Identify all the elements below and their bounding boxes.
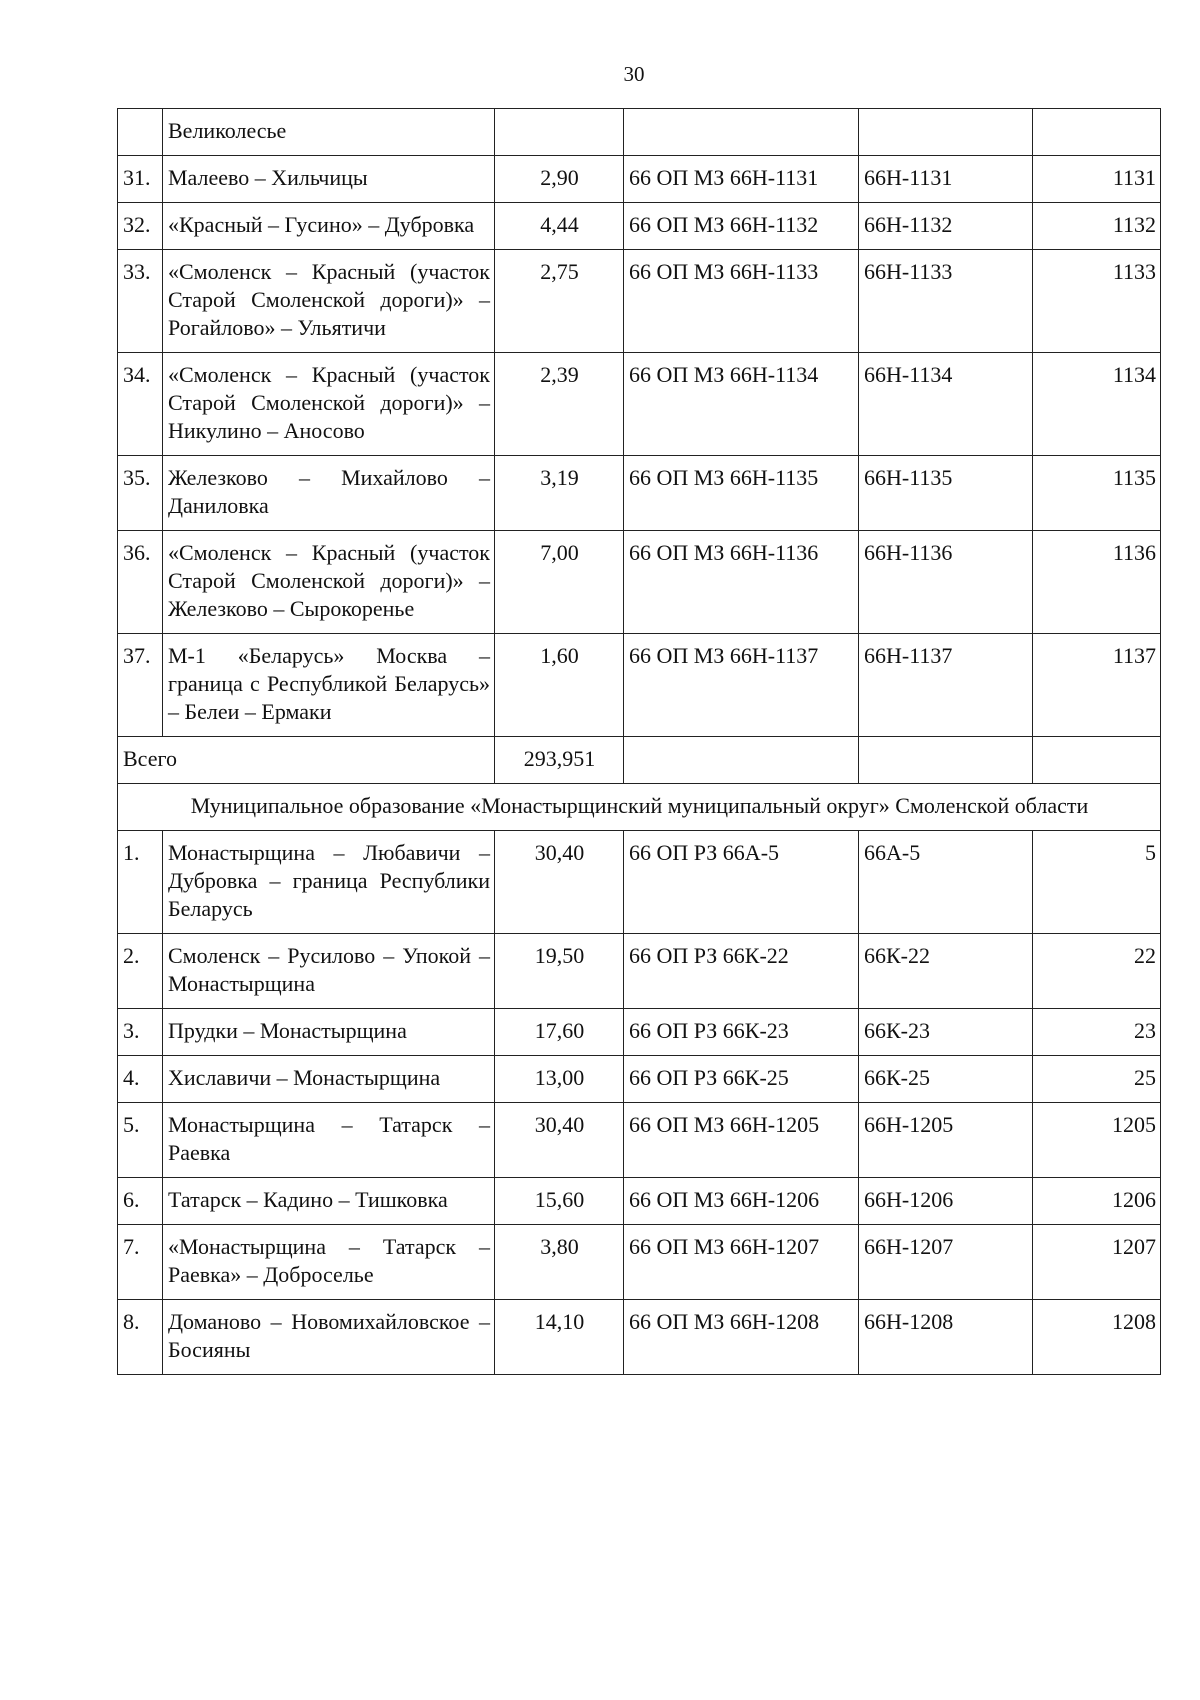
cell-length: 4,44 — [495, 203, 624, 250]
cell-road-id: 66 ОП РЗ 66К-22 — [624, 934, 859, 1009]
cell-road-id: 66 ОП МЗ 66Н-1136 — [624, 531, 859, 634]
cell-road-code: 66Н-1208 — [859, 1300, 1033, 1375]
cell-road-name: «Монастырщина – Татарск – Раевка» – Доброселье — [163, 1225, 495, 1300]
cell-number: 7. — [118, 1225, 163, 1300]
cell-number — [118, 109, 163, 156]
cell-number: 34. — [118, 353, 163, 456]
cell-length: 2,39 — [495, 353, 624, 456]
cell-road-id: 66 ОП МЗ 66Н-1134 — [624, 353, 859, 456]
cell-number: 4. — [118, 1056, 163, 1103]
cell-registry-number: 1134 — [1033, 353, 1161, 456]
cell-length: 14,10 — [495, 1300, 624, 1375]
cell-road-id: 66 ОП МЗ 66Н-1131 — [624, 156, 859, 203]
cell-registry-number: 5 — [1033, 831, 1161, 934]
cell-number: 33. — [118, 250, 163, 353]
cell-length: 3,80 — [495, 1225, 624, 1300]
cell-registry-number: 23 — [1033, 1009, 1161, 1056]
cell-road-id: 66 ОП РЗ 66К-23 — [624, 1009, 859, 1056]
table-row — [118, 203, 1161, 250]
cell-registry-number: 1137 — [1033, 634, 1161, 737]
cell-road-name: Железково – Михайлово – Даниловка — [163, 456, 495, 531]
cell-road-name: Великолесье — [163, 109, 495, 156]
cell-number: 31. — [118, 156, 163, 203]
roads-table — [117, 108, 1161, 1375]
cell-length: 2,90 — [495, 156, 624, 203]
cell-road-name: Монастырщина – Любавичи – Дубровка – граница Республики Беларусь — [163, 831, 495, 934]
table-row — [118, 156, 1161, 203]
cell-length: 13,00 — [495, 1056, 624, 1103]
cell-number: 37. — [118, 634, 163, 737]
cell-road-id: 66 ОП РЗ 66А-5 — [624, 831, 859, 934]
cell-road-code: 66Н-1205 — [859, 1103, 1033, 1178]
cell-number: 1. — [118, 831, 163, 934]
table-row — [118, 1300, 1161, 1375]
cell-road-id: 66 ОП МЗ 66Н-1133 — [624, 250, 859, 353]
table-row-total — [118, 737, 1161, 784]
cell-registry-number: 1133 — [1033, 250, 1161, 353]
table-row — [118, 531, 1161, 634]
cell-road-id: 66 ОП МЗ 66Н-1206 — [624, 1178, 859, 1225]
cell-road-code: 66Н-1206 — [859, 1178, 1033, 1225]
cell-road-name: Доманово – Новомихайловское – Босияны — [163, 1300, 495, 1375]
cell-road-code — [859, 737, 1033, 784]
cell-road-code: 66К-22 — [859, 934, 1033, 1009]
section-title: Муниципальное образование «Монастырщинский муниципальный округ» Смоленской области — [118, 784, 1161, 831]
total-length: 293,951 — [495, 737, 624, 784]
table-row — [118, 1178, 1161, 1225]
table-row — [118, 353, 1161, 456]
cell-road-code: 66К-23 — [859, 1009, 1033, 1056]
cell-registry-number: 1136 — [1033, 531, 1161, 634]
cell-number: 3. — [118, 1009, 163, 1056]
cell-road-code: 66Н-1136 — [859, 531, 1033, 634]
cell-registry-number: 1206 — [1033, 1178, 1161, 1225]
cell-road-name: «Красный – Гусино» – Дубровка — [163, 203, 495, 250]
cell-length: 3,19 — [495, 456, 624, 531]
cell-registry-number: 1207 — [1033, 1225, 1161, 1300]
cell-road-name: «Смоленск – Красный (участок Старой Смоленской дороги)» – Никулино – Аносово — [163, 353, 495, 456]
cell-road-id: 66 ОП МЗ 66Н-1137 — [624, 634, 859, 737]
cell-registry-number — [1033, 109, 1161, 156]
table-row — [118, 1056, 1161, 1103]
cell-road-name: М-1 «Беларусь» Москва – граница с Республикой Беларусь» – Белеи – Ермаки — [163, 634, 495, 737]
cell-road-id: 66 ОП МЗ 66Н-1207 — [624, 1225, 859, 1300]
table-row — [118, 1103, 1161, 1178]
table-row-section-heading — [118, 784, 1161, 831]
cell-road-name: «Смоленск – Красный (участок Старой Смоленской дороги)» – Рогайлово» – Ульятичи — [163, 250, 495, 353]
cell-registry-number: 1131 — [1033, 156, 1161, 203]
cell-road-name: Прудки – Монастырщина — [163, 1009, 495, 1056]
cell-length: 15,60 — [495, 1178, 624, 1225]
cell-road-name: «Смоленск – Красный (участок Старой Смоленской дороги)» – Железково – Сырокоренье — [163, 531, 495, 634]
cell-road-code: 66Н-1132 — [859, 203, 1033, 250]
cell-length: 1,60 — [495, 634, 624, 737]
cell-length — [495, 109, 624, 156]
total-label: Всего — [118, 737, 495, 784]
cell-road-code — [859, 109, 1033, 156]
cell-road-name: Смоленск – Русилово – Упокой – Монастырщина — [163, 934, 495, 1009]
cell-registry-number: 25 — [1033, 1056, 1161, 1103]
cell-road-id — [624, 109, 859, 156]
cell-road-name: Татарск – Кадино – Тишковка — [163, 1178, 495, 1225]
cell-road-code: 66Н-1134 — [859, 353, 1033, 456]
cell-length: 30,40 — [495, 831, 624, 934]
table-row — [118, 1225, 1161, 1300]
cell-registry-number — [1033, 737, 1161, 784]
page-number: 30 — [623, 62, 645, 86]
cell-number: 5. — [118, 1103, 163, 1178]
cell-road-id: 66 ОП МЗ 66Н-1135 — [624, 456, 859, 531]
cell-road-id: 66 ОП МЗ 66Н-1132 — [624, 203, 859, 250]
cell-road-code: 66Н-1133 — [859, 250, 1033, 353]
cell-road-id: 66 ОП РЗ 66К-25 — [624, 1056, 859, 1103]
cell-length: 19,50 — [495, 934, 624, 1009]
cell-registry-number: 1208 — [1033, 1300, 1161, 1375]
cell-registry-number: 1135 — [1033, 456, 1161, 531]
cell-length: 17,60 — [495, 1009, 624, 1056]
cell-number: 6. — [118, 1178, 163, 1225]
table-row-continuation — [118, 109, 1161, 156]
cell-road-id — [624, 737, 859, 784]
cell-number: 35. — [118, 456, 163, 531]
cell-road-code: 66А-5 — [859, 831, 1033, 934]
table-row — [118, 934, 1161, 1009]
cell-road-name: Монастырщина – Татарск – Раевка — [163, 1103, 495, 1178]
cell-road-code: 66Н-1131 — [859, 156, 1033, 203]
cell-number: 32. — [118, 203, 163, 250]
table-row — [118, 1009, 1161, 1056]
roads-table-body — [118, 109, 1161, 1375]
cell-length: 7,00 — [495, 531, 624, 634]
cell-road-id: 66 ОП МЗ 66Н-1208 — [624, 1300, 859, 1375]
cell-road-code: 66К-25 — [859, 1056, 1033, 1103]
cell-road-name: Хиславичи – Монастырщина — [163, 1056, 495, 1103]
cell-road-id: 66 ОП МЗ 66Н-1205 — [624, 1103, 859, 1178]
table-row — [118, 250, 1161, 353]
table-row — [118, 831, 1161, 934]
cell-road-code: 66Н-1137 — [859, 634, 1033, 737]
table-row — [118, 634, 1161, 737]
cell-registry-number: 22 — [1033, 934, 1161, 1009]
table-row — [118, 456, 1161, 531]
cell-road-name: Малеево – Хильчицы — [163, 156, 495, 203]
cell-registry-number: 1132 — [1033, 203, 1161, 250]
cell-number: 2. — [118, 934, 163, 1009]
cell-road-code: 66Н-1135 — [859, 456, 1033, 531]
cell-length: 2,75 — [495, 250, 624, 353]
cell-road-code: 66Н-1207 — [859, 1225, 1033, 1300]
cell-length: 30,40 — [495, 1103, 624, 1178]
cell-number: 8. — [118, 1300, 163, 1375]
cell-registry-number: 1205 — [1033, 1103, 1161, 1178]
cell-number: 36. — [118, 531, 163, 634]
